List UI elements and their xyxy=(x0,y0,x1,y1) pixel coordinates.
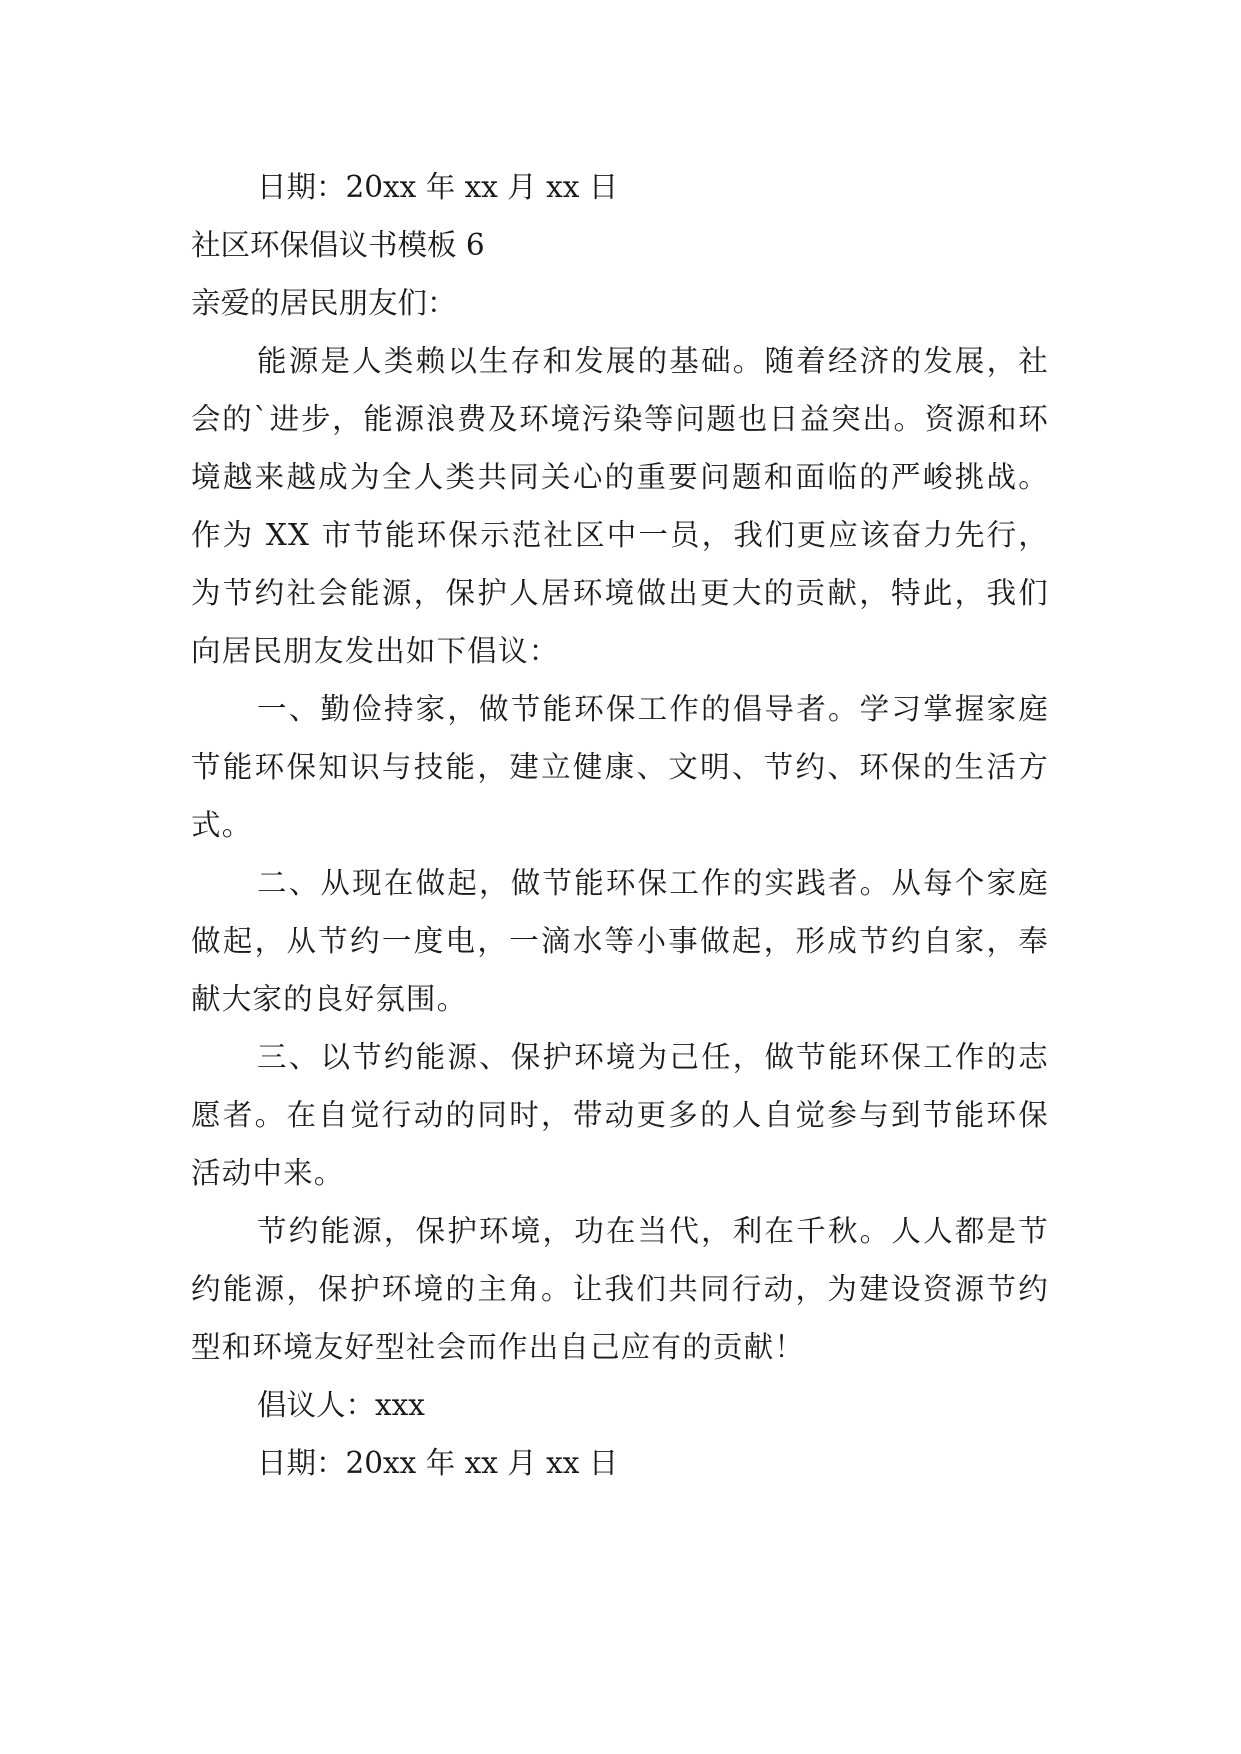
paragraph-proposal-2: 二、从现在做起，做节能环保工作的实践者。从每个家庭做起，从节约一度电，一滴水等小事做起，形成节约自家，奉献大家的良好氛围。 xyxy=(191,866,1049,1016)
paragraph-intro: 能源是人类赖以生存和发展的基础。随着经济的发展，社会的`进步，能源浪费及环境污染等问题也日益突出。资源和环境越来越成为全人类共同关心的重要问题和面临的严峻挑战。作为 XX 市节能环保示范社区中一员，我们更应该奋力先行，为节约社会能源，保护人居环境做出更大的贡献，特此，我们向居民朋友发出如下倡议： xyxy=(191,344,1049,668)
date-bottom: 日期：20xx 年 xx 月 xx 日 xyxy=(257,1446,619,1480)
salutation: 亲爱的居民朋友们： xyxy=(191,286,457,320)
date-top: 日期：20xx 年 xx 月 xx 日 xyxy=(257,170,619,204)
document-title: 社区环保倡议书模板 6 xyxy=(191,228,485,262)
paragraph-closing: 节约能源，保护环境，功在当代，利在千秋。人人都是节约能源，保护环境的主角。让我们共同行动，为建设资源节约型和环境友好型社会而作出自己应有的贡献！ xyxy=(191,1214,1049,1364)
document-body xyxy=(191,158,1049,1492)
paragraph-proposal-3: 三、以节约能源、保护环境为己任，做节能环保工作的志愿者。在自觉行动的同时，带动更多的人自觉参与到节能环保活动中来。 xyxy=(191,1040,1049,1190)
signer: 倡议人：xxx xyxy=(257,1388,425,1422)
paragraph-proposal-1: 一、勤俭持家，做节能环保工作的倡导者。学习掌握家庭节能环保知识与技能，建立健康、文明、节约、环保的生活方式。 xyxy=(191,692,1049,842)
